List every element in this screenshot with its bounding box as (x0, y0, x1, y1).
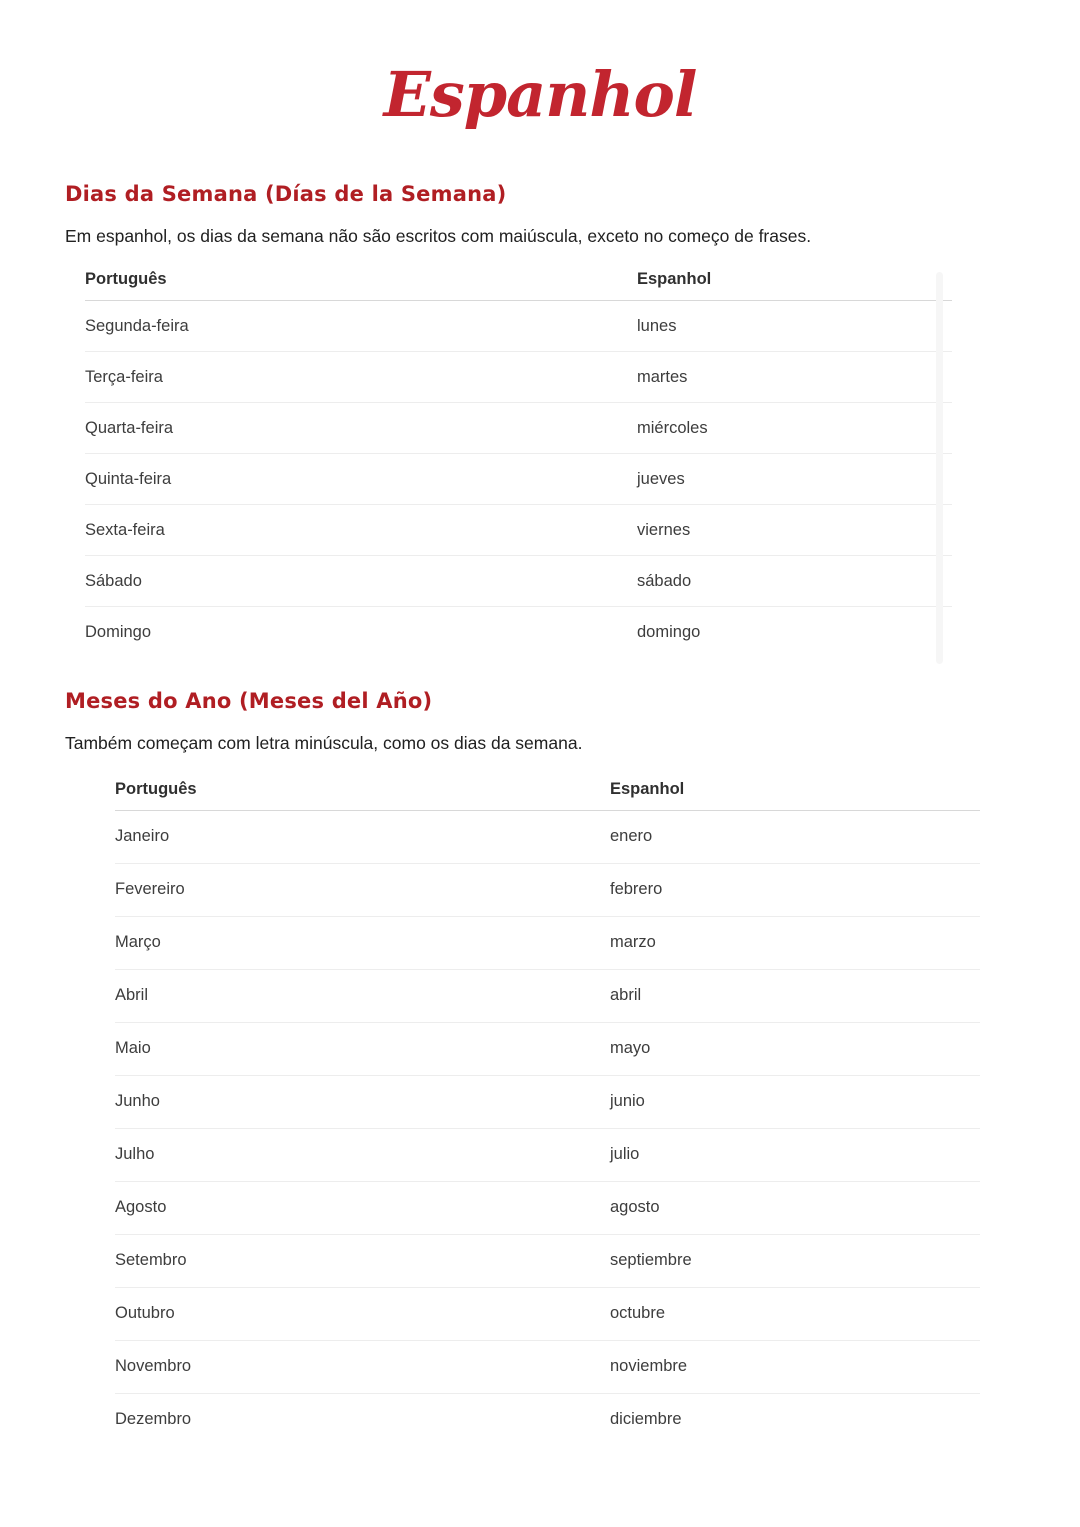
cell-portugues: Outubro (115, 1304, 175, 1323)
cell-espanhol: agosto (610, 1198, 660, 1217)
cell-portugues: Maio (115, 1039, 151, 1058)
months-table (115, 777, 980, 1446)
table-row (115, 864, 980, 917)
cell-portugues: Sexta-feira (85, 520, 165, 539)
table-row (115, 1182, 980, 1235)
cell-espanhol: noviembre (610, 1357, 688, 1376)
cell-espanhol: marzo (610, 933, 656, 952)
cell-espanhol: febrero (610, 880, 663, 899)
days-table (85, 267, 952, 657)
table-row (85, 607, 952, 657)
table-row (115, 1341, 980, 1394)
table-row (85, 352, 952, 403)
cell-portugues: Agosto (115, 1198, 167, 1217)
cell-portugues: Quinta-feira (85, 469, 172, 488)
table-row (115, 1076, 980, 1129)
months-table-header-portugues: Português (115, 779, 197, 798)
table-row (85, 454, 952, 505)
table-row (115, 1023, 980, 1076)
cell-portugues: Fevereiro (115, 880, 185, 899)
cell-portugues: Segunda-feira (85, 316, 189, 335)
section-heading-dias-da-semana: Dias da Semana (Días de la Semana) (65, 182, 507, 207)
cell-portugues: Terça-feira (85, 367, 163, 386)
days-table-header-row (85, 267, 952, 301)
cell-portugues: Julho (115, 1145, 155, 1164)
table-row (85, 301, 952, 352)
table-row (115, 917, 980, 970)
cell-espanhol: octubre (610, 1304, 666, 1323)
cell-espanhol: enero (610, 827, 653, 846)
cell-espanhol: junio (610, 1092, 645, 1111)
days-table-header-espanhol: Espanhol (637, 270, 712, 289)
cell-espanhol: martes (637, 367, 688, 386)
section-description-meses: Também começam com letra minúscula, como os dias da semana. (65, 732, 583, 753)
months-table-body (115, 811, 980, 1446)
cell-espanhol: mayo (610, 1039, 651, 1058)
cell-espanhol: diciembre (610, 1410, 682, 1429)
page-title: Espanhol (383, 58, 697, 131)
cell-portugues: Janeiro (115, 827, 170, 846)
cell-portugues: Domingo (85, 622, 152, 641)
cell-portugues: Sábado (85, 571, 142, 590)
months-table-header-espanhol: Espanhol (610, 779, 685, 798)
cell-portugues: Junho (115, 1092, 160, 1111)
table-row (115, 1394, 980, 1446)
table-row (115, 1235, 980, 1288)
cell-espanhol: miércoles (637, 418, 708, 437)
cell-espanhol: abril (610, 986, 642, 1005)
table-row (85, 505, 952, 556)
cell-portugues: Novembro (115, 1357, 192, 1376)
cell-espanhol: julio (610, 1145, 640, 1164)
cell-espanhol: viernes (637, 520, 691, 539)
section-heading-meses-do-ano: Meses do Ano (Meses del Año) (65, 689, 433, 714)
cell-espanhol: septiembre (610, 1251, 692, 1270)
cell-portugues: Março (115, 933, 161, 952)
table-scrollbar-hint (936, 272, 943, 664)
cell-portugues: Dezembro (115, 1410, 192, 1429)
table-row (85, 403, 952, 454)
table-row (85, 556, 952, 607)
days-table-body (85, 301, 952, 657)
table-row (115, 1288, 980, 1341)
days-table-header-portugues: Português (85, 270, 167, 289)
cell-portugues: Quarta-feira (85, 418, 174, 437)
table-row (115, 970, 980, 1023)
table-row (115, 811, 980, 864)
cell-espanhol: sábado (637, 571, 692, 590)
table-row (115, 1129, 980, 1182)
cell-espanhol: domingo (637, 622, 701, 641)
cell-espanhol: jueves (637, 469, 685, 488)
months-table-header-row (115, 777, 980, 811)
cell-espanhol: lunes (637, 316, 677, 335)
section-description-dias: Em espanhol, os dias da semana não são escritos com maiúscula, exceto no começo de frases. (65, 225, 812, 246)
cell-portugues: Setembro (115, 1251, 187, 1270)
cell-portugues: Abril (115, 986, 149, 1005)
